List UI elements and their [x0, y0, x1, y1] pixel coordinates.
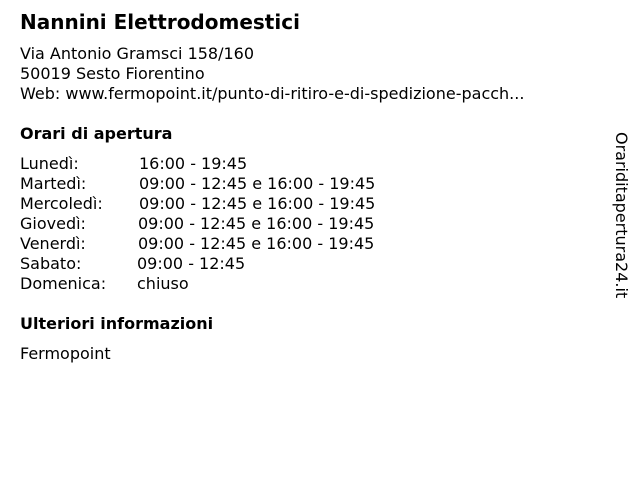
additional-info-heading: Ulteriori informazioni [20, 314, 214, 333]
hours-day: Sabato: [20, 254, 82, 273]
site-watermark: Orariditapertura24.it [612, 132, 631, 299]
address-city: 50019 Sesto Fiorentino [20, 64, 205, 83]
hours-time: 09:00 - 12:45 e 16:00 - 19:45 [139, 194, 376, 213]
hours-time: chiuso [137, 274, 189, 293]
website-link[interactable]: Web: www.fermopoint.it/punto-di-ritiro-e-di-spedizione-pacch... [20, 84, 525, 103]
hours-time: 09:00 - 12:45 e 16:00 - 19:45 [139, 174, 376, 193]
additional-info-text: Fermopoint [20, 344, 111, 363]
hours-day: Giovedì: [20, 214, 86, 233]
business-address [20, 44, 524, 104]
opening-hours-heading: Orari di apertura [20, 124, 173, 143]
hours-time: 09:00 - 12:45 e 16:00 - 19:45 [138, 214, 375, 233]
hours-day: Lunedì: [20, 154, 79, 173]
hours-time: 16:00 - 19:45 [139, 154, 248, 173]
hours-day: Mercoledì: [20, 194, 103, 213]
hours-time: 09:00 - 12:45 e 16:00 - 19:45 [138, 234, 375, 253]
hours-day: Domenica: [20, 274, 107, 293]
hours-day: Martedì: [20, 174, 87, 193]
hours-time: 09:00 - 12:45 [137, 254, 246, 273]
hours-day: Venerdì: [20, 234, 86, 253]
address-street: Via Antonio Gramsci 158/160 [20, 44, 255, 63]
business-name: Nannini Elettrodomestici [20, 10, 300, 34]
